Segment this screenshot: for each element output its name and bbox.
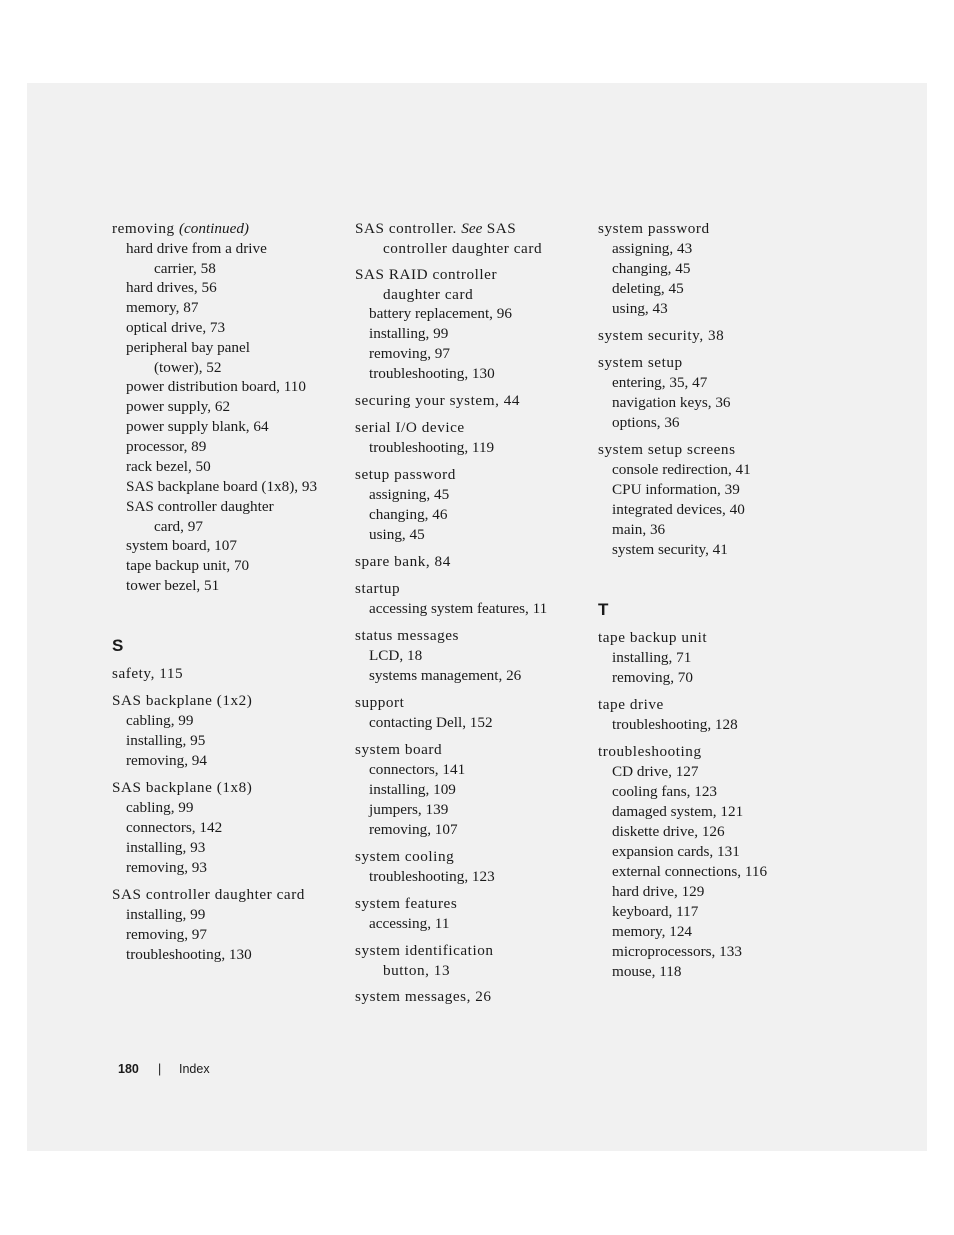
index-subentry: cooling fans, 123	[612, 783, 718, 800]
index-subentry-continuation: carrier, 58	[154, 260, 216, 277]
index-subentry: installing, 95	[126, 732, 206, 749]
index-entry-serial-io	[355, 418, 590, 458]
heading-text: removing	[112, 220, 175, 237]
index-entry-system-board	[355, 740, 590, 840]
index-heading: system identification	[355, 942, 494, 959]
index-heading: support	[355, 694, 405, 711]
see-reference-text: SAS	[486, 220, 517, 237]
index-heading: spare bank, 84	[355, 553, 451, 570]
index-heading	[355, 219, 590, 239]
index-entry-sas-backplane-1x8	[112, 778, 347, 878]
index-subentry: CD drive, 127	[612, 763, 699, 780]
index-subentry: SAS controller daughter	[126, 498, 274, 515]
index-heading: system security, 38	[598, 327, 725, 344]
index-subentry: LCD, 18	[369, 647, 423, 664]
index-subentry: hard drive, 129	[612, 883, 705, 900]
index-heading: system board	[355, 741, 443, 758]
index-subentry: systems management, 26	[369, 667, 522, 684]
index-entry-sas-controller	[355, 219, 590, 258]
index-subentry: installing, 99	[126, 906, 206, 923]
index-subentry: memory, 87	[126, 299, 199, 316]
index-heading: system messages, 26	[355, 988, 492, 1005]
index-subentry: removing, 94	[126, 752, 207, 769]
index-subentry: mouse, 118	[612, 963, 682, 980]
index-entry-sas-backplane-1x2	[112, 691, 347, 771]
index-entry-securing	[355, 391, 590, 411]
index-entry-setup-password	[355, 465, 590, 545]
index-subentry: system board, 107	[126, 537, 237, 554]
index-entry-system-features	[355, 894, 590, 934]
index-heading: troubleshooting	[598, 743, 702, 760]
index-subentry: troubleshooting, 130	[126, 946, 252, 963]
index-entry-removing	[112, 219, 347, 596]
index-entry-sas-controller-daughter-card	[112, 885, 347, 965]
index-heading: system features	[355, 895, 458, 912]
index-heading: status messages	[355, 627, 460, 644]
section-label: Index	[179, 1062, 210, 1076]
index-subentry: damaged system, 121	[612, 803, 744, 820]
index-heading: system setup	[598, 354, 683, 371]
index-heading: system cooling	[355, 848, 455, 865]
index-heading: securing your system, 44	[355, 392, 521, 409]
index-subentry: accessing, 11	[369, 915, 450, 932]
index-subentry: removing, 93	[126, 859, 207, 876]
index-subentry: using, 43	[612, 300, 668, 317]
page-footer	[118, 1062, 210, 1076]
index-subentry: installing, 71	[612, 649, 692, 666]
index-heading: tape drive	[598, 696, 664, 713]
index-column-1	[112, 219, 347, 972]
index-subentry: connectors, 142	[126, 819, 223, 836]
footer-separator: |	[158, 1062, 162, 1076]
index-subentry: deleting, 45	[612, 280, 684, 297]
index-entry-safety	[112, 664, 347, 684]
index-subentry: microprocessors, 133	[612, 943, 742, 960]
index-subentry: power supply, 62	[126, 398, 231, 415]
index-column-2	[355, 219, 590, 1014]
index-entry-tape-backup-unit	[598, 628, 833, 688]
index-subentry: installing, 99	[369, 325, 449, 342]
page-number: 180	[118, 1062, 139, 1076]
index-subentry: main, 36	[612, 521, 666, 538]
index-subentry: expansion cards, 131	[612, 843, 740, 860]
index-subentry: diskette drive, 126	[612, 823, 725, 840]
index-entry-support	[355, 693, 590, 733]
index-subentry: removing, 97	[369, 345, 450, 362]
index-subentry: connectors, 141	[369, 761, 466, 778]
index-subentry: accessing system features, 11	[369, 600, 548, 617]
index-subentry: options, 36	[612, 414, 680, 431]
index-subentry: entering, 35, 47	[612, 374, 708, 391]
index-entry-startup	[355, 579, 590, 619]
index-subentry: rack bezel, 50	[126, 458, 211, 475]
index-subentry: installing, 109	[369, 781, 456, 798]
index-heading: system password	[598, 220, 710, 237]
index-subentry: tape backup unit, 70	[126, 557, 250, 574]
index-subentry: memory, 124	[612, 923, 693, 940]
index-subentry: assigning, 43	[612, 240, 693, 257]
index-subentry: peripheral bay panel	[126, 339, 250, 356]
index-subentry: contacting Dell, 152	[369, 714, 493, 731]
index-heading: SAS backplane (1x8)	[112, 779, 253, 796]
index-subentry: processor, 89	[126, 438, 207, 455]
index-heading: setup password	[355, 466, 456, 483]
index-subentry: optical drive, 73	[126, 319, 226, 336]
index-entry-system-identification	[355, 941, 590, 980]
index-subentry: installing, 93	[126, 839, 206, 856]
index-subentry: hard drive from a drive	[126, 240, 267, 257]
index-subentry: changing, 45	[612, 260, 691, 277]
index-subentry: power distribution board, 110	[126, 378, 306, 395]
heading-text: SAS controller.	[355, 220, 457, 237]
index-subentry: cabling, 99	[126, 799, 194, 816]
index-heading: system setup screens	[598, 441, 736, 458]
index-heading: tape backup unit	[598, 629, 708, 646]
index-subentry: integrated devices, 40	[612, 501, 745, 518]
index-entry-system-setup-screens	[598, 440, 833, 560]
index-heading: SAS controller daughter card	[112, 886, 305, 903]
continued-label: (continued)	[178, 220, 249, 237]
index-subentry-continuation: (tower), 52	[154, 359, 222, 376]
index-heading: serial I/O device	[355, 419, 465, 436]
index-heading-continuation: button, 13	[383, 962, 451, 979]
index-entry-troubleshooting	[598, 742, 833, 982]
index-column-3	[598, 219, 833, 989]
index-subentry-continuation: card, 97	[154, 518, 203, 535]
index-subentry: using, 45	[369, 526, 425, 543]
index-entry-sas-raid-controller	[355, 265, 590, 384]
index-entry-status-messages	[355, 626, 590, 686]
index-subentry: removing, 70	[612, 669, 693, 686]
index-subentry: console redirection, 41	[612, 461, 751, 478]
index-entry-tape-drive	[598, 695, 833, 735]
index-subentry: battery replacement, 96	[369, 305, 512, 322]
index-subentry: jumpers, 139	[369, 801, 449, 818]
index-subentry: assigning, 45	[369, 486, 450, 503]
index-subentry: changing, 46	[369, 506, 448, 523]
index-heading: startup	[355, 580, 401, 597]
index-subentry: troubleshooting, 130	[369, 365, 495, 382]
index-subentry: CPU information, 39	[612, 481, 740, 498]
index-subentry: power supply blank, 64	[126, 418, 269, 435]
index-heading: SAS RAID controller	[355, 266, 498, 283]
index-subentry: removing, 107	[369, 821, 458, 838]
index-subentry: navigation keys, 36	[612, 394, 731, 411]
index-entry-system-cooling	[355, 847, 590, 887]
index-entry-system-setup	[598, 353, 833, 433]
index-heading: SAS backplane (1x2)	[112, 692, 253, 709]
section-letter-s: S	[112, 636, 124, 655]
index-entry-system-messages	[355, 987, 590, 1007]
index-heading-continuation: daughter card	[383, 286, 474, 303]
index-subentry: SAS backplane board (1x8), 93	[126, 478, 318, 495]
index-entry-spare-bank	[355, 552, 590, 572]
index-subentry: cabling, 99	[126, 712, 194, 729]
index-subentry: tower bezel, 51	[126, 577, 220, 594]
index-subentry: system security, 41	[612, 541, 728, 558]
index-subentry: external connections, 116	[612, 863, 768, 880]
index-subentry: hard drives, 56	[126, 279, 217, 296]
index-subentry: troubleshooting, 123	[369, 868, 495, 885]
index-subentry: troubleshooting, 119	[369, 439, 495, 456]
index-subentry: keyboard, 117	[612, 903, 699, 920]
index-subentry: troubleshooting, 128	[612, 716, 738, 733]
index-entry-system-security	[598, 326, 833, 346]
index-heading	[112, 219, 347, 239]
index-heading: safety, 115	[112, 665, 184, 682]
section-letter-t: T	[598, 600, 609, 619]
index-heading-continuation: controller daughter card	[383, 240, 543, 257]
index-entry-system-password	[598, 219, 833, 319]
see-reference-label: See	[461, 220, 483, 237]
index-subentry: removing, 97	[126, 926, 207, 943]
